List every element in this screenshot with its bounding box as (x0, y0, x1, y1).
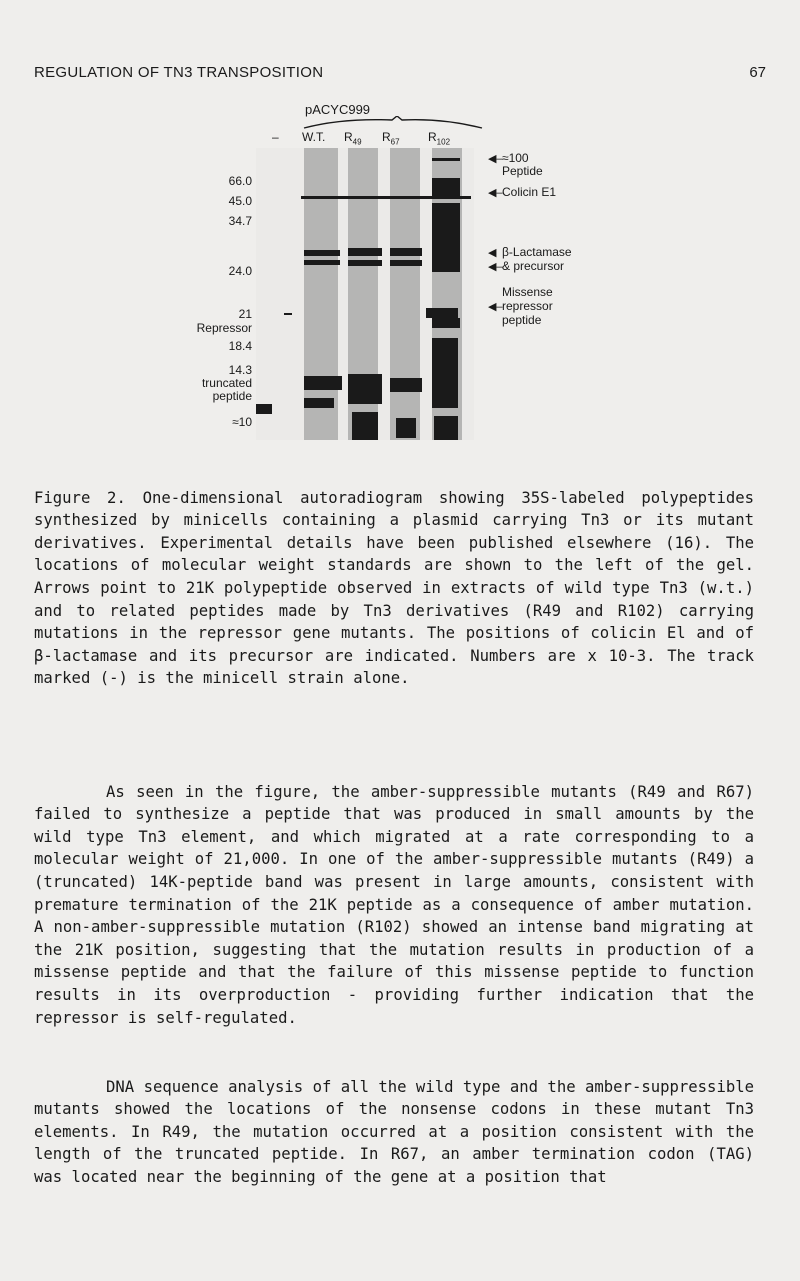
arrow-left-icon: ◀– (488, 187, 503, 199)
mw-marker-45: 45.0 (228, 194, 252, 208)
label-missense: Missense (502, 285, 553, 299)
page-header (34, 64, 766, 88)
mw-marker-34-7: 34.7 (228, 214, 252, 228)
figure-autoradiogram (150, 100, 620, 440)
label-100-peptide-2: Peptide (502, 164, 543, 178)
mw-marker-10: ≈10 (232, 415, 252, 429)
mw-marker-66: 66.0 (228, 174, 252, 188)
body-paragraph-1: As seen in the figure, the amber-suppressible mutants (R49 and R67) failed to synthesize a peptide that was produced in small amounts by the wild type Tn3 element, and which migrated at a rate corresponding to a molecular weight of 21,000. In one of the amber-suppressible mutants (R49) a (truncated) 14K-peptide band was present in large amounts, consistent with premature termination of the 21K peptide as a consequence of amber mutation. A non-amber-suppressible mutation (R102) showed an intense band migrating at the 21K position, suggesting that the mutation results in production of a missense peptide and that the failure of this missense peptide to function results in its overproduction - providing further indication that the repressor is self-regulated. (34, 782, 754, 1027)
arrow-left-icon: ◀– (488, 153, 503, 165)
label-missense-repressor: ◀–repressor (488, 299, 553, 313)
label-colicin: ◀–Colicin E1 (488, 185, 557, 199)
lane-header-r49: $R_{49}$ (344, 130, 362, 147)
mw-marker-21: 21 (238, 307, 252, 321)
plasmid-bracket (302, 116, 484, 130)
mw-label-peptide: peptide (212, 389, 252, 403)
arrow-left-icon: ◀– (488, 261, 503, 273)
lane-header-wt: W.T. (302, 130, 326, 144)
gel-image (256, 148, 474, 440)
lane-header-minus: – (272, 130, 279, 144)
mw-marker-18-4: 18.4 (228, 339, 252, 353)
mw-label-truncated: truncated (201, 376, 252, 390)
mw-label-repressor: Repressor (196, 321, 252, 335)
figure-caption: Figure 2. One-dimensional autoradiogram showing 35S-labeled polypeptides synthesized by minicells containing a plasmid carrying Tn3 or its mutant derivatives. Experimental details have been published elsewhere (16). The locations of molecular weight standards are shown to the left of the gel. Arrows point to 21K polypeptide observed in extracts of wild type Tn3 (w.t.) and to related peptides made by Tn3 derivatives (R49 and R102) carrying mutations in the repressor gene mutants. The positions of colicin El and of β-lactamase and its precursor are indicated. Numbers are x 10-3. The track marked (-) is the minicell strain alone. (34, 488, 754, 688)
running-title: REGULATION OF TN3 TRANSPOSITION (34, 64, 324, 81)
mw-marker-24: 24.0 (228, 264, 252, 278)
plasmid-label: pACYC999 (305, 102, 371, 117)
label-missense-peptide: peptide (502, 313, 542, 327)
lane-header-r67: $R_{67}$ (382, 130, 400, 147)
mw-marker-14-3: 14.3 (228, 363, 252, 377)
lane-header-r102: $R_{102}$ (428, 130, 451, 147)
page-number: 67 (749, 64, 766, 81)
label-100-peptide: ◀–≈100 (488, 151, 529, 165)
label-lactamase-precursor: ◀–& precursor (488, 259, 565, 273)
body-paragraph-2: DNA sequence analysis of all the wild type and the amber-suppressible mutants showed the locations of the nonsense codons in these mutant Tn3 elements. In R49, the mutation occurred at a position consistent with the length of the truncated peptide. In R67, an amber termination codon (TAG) was located near the beginning of the gene at a position that (34, 1077, 754, 1186)
arrow-left-icon: ◀ (488, 247, 497, 259)
arrow-left-icon: ◀– (488, 301, 503, 313)
label-lactamase: ◀ β-Lactamase (488, 245, 572, 259)
